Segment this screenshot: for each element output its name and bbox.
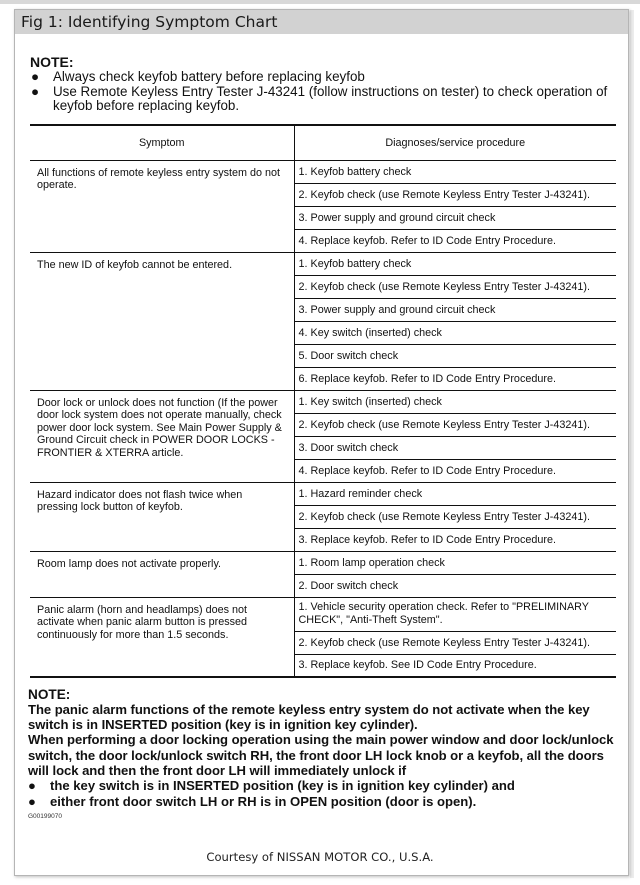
procedure-cell: 1. Keyfob battery check (294, 252, 616, 275)
procedure-cell: 4. Replace keyfob. Refer to ID Code Entry Procedure. (294, 459, 616, 482)
top-note-bullet (30, 70, 620, 85)
table-row (30, 252, 616, 275)
procedure-cell: 3. Door switch check (294, 436, 616, 459)
bottom-note-bullet (28, 778, 620, 794)
procedure-cell: 2. Keyfob check (use Remote Keyless Entry Tester J-43241). (294, 275, 616, 298)
top-note-bullet (30, 85, 620, 114)
frame-shadow (630, 10, 634, 878)
bullet-icon: ● (28, 793, 36, 809)
procedure-cell: 1. Room lamp operation check (294, 551, 616, 574)
procedure-cell: 1. Key switch (inserted) check (294, 390, 616, 413)
procedure-cell: 1. Vehicle security operation check. Refer to "PRELIMINARY CHECK", "Anti-Theft System". (294, 597, 616, 631)
procedure-cell: 3. Power supply and ground circuit check (294, 206, 616, 229)
procedure-cell: 2. Keyfob check (use Remote Keyless Entry Tester J-43241). (294, 505, 616, 528)
figure-title: Fig 1: Identifying Symptom Chart (15, 10, 628, 34)
top-note-text: Always check keyfob battery before replacing keyfob (53, 69, 365, 84)
procedure-cell: 2. Keyfob check (use Remote Keyless Entry Tester J-43241). (294, 631, 616, 654)
table-row (30, 482, 616, 505)
procedure-cell: 3. Power supply and ground circuit check (294, 298, 616, 321)
procedure-cell: 4. Key switch (inserted) check (294, 321, 616, 344)
symptom-chart-table (30, 124, 616, 678)
procedure-cell: 1. Hazard reminder check (294, 482, 616, 505)
procedure-cell: 3. Replace keyfob. Refer to ID Code Entry Procedure. (294, 528, 616, 551)
table-row (30, 160, 616, 183)
top-note-text: Use Remote Keyless Entry Tester J-43241 (follow instructions on tester) to check operation of keyfob before replacing keyfob. (53, 83, 608, 113)
procedure-cell: 2. Keyfob check (use Remote Keyless Entry Tester J-43241). (294, 183, 616, 206)
header-procedure: Diagnoses/service procedure (294, 125, 616, 160)
top-note (30, 54, 620, 114)
bottom-note (28, 687, 620, 809)
symptom-cell: All functions of remote keyless entry system do not operate. (30, 160, 294, 252)
procedure-cell: 1. Keyfob battery check (294, 160, 616, 183)
procedure-cell: 6. Replace keyfob. Refer to ID Code Entry Procedure. (294, 367, 616, 390)
header-symptom: Symptom (30, 125, 294, 160)
symptom-cell: Hazard indicator does not flash twice when pressing lock button of keyfob. (30, 482, 294, 551)
symptom-cell: Panic alarm (horn and headlamps) does not activate when panic alarm button is pressed continuously for more than 1.5 seconds. (30, 597, 294, 677)
procedure-cell: 2. Door switch check (294, 574, 616, 597)
bottom-note-paragraph: When performing a door locking operation using the main power window and door lock/unlock switch, the door lock/unlock switch RH, the front door LH lock knob or a keyfob, all the doors will lock and then the front door LH will immediately unlock if (28, 732, 614, 778)
table-row (30, 390, 616, 413)
bullet-icon: ● (28, 778, 36, 794)
symptom-cell: The new ID of keyfob cannot be entered. (30, 252, 294, 390)
procedure-cell: 5. Door switch check (294, 344, 616, 367)
symptom-cell: Room lamp does not activate properly. (30, 551, 294, 597)
bullet-icon: ● (31, 69, 40, 84)
procedure-cell: 3. Replace keyfob. See ID Code Entry Procedure. (298, 659, 537, 672)
procedure-cell: 2. Keyfob check (use Remote Keyless Entry Tester J-43241). (294, 413, 616, 436)
table-row (30, 551, 616, 574)
top-rule (0, 0, 640, 4)
bottom-note-bullet (28, 794, 620, 810)
bottom-note-bullet-text: the key switch is in INSERTED position (key is in ignition key cylinder) and (50, 778, 515, 794)
table-row (30, 597, 616, 631)
table-header-row (30, 125, 616, 160)
top-note-heading: NOTE: (30, 54, 74, 70)
procedure-cell: 4. Replace keyfob. Refer to ID Code Entry Procedure. (294, 229, 616, 252)
bullet-icon: ● (31, 83, 40, 99)
figure-code: G00199070 (28, 813, 62, 820)
bottom-note-paragraph: The panic alarm functions of the remote keyless entry system do not activate when the key switch is in INSERTED position (key is in ignition key cylinder). (28, 702, 590, 733)
bottom-note-heading: NOTE: (28, 687, 71, 702)
bottom-note-bullet-text: either front door switch LH or RH is in OPEN position (door is open). (50, 793, 477, 809)
courtesy-credit: Courtesy of NISSAN MOTOR CO., U.S.A. (206, 850, 434, 864)
symptom-cell: Door lock or unlock does not function (If the power door lock system does not operate manually, check power door lock system. See Main Power Supply & Ground Circuit check in POWER DOOR LOCKS - FRONTIER & XTERRA article. (30, 390, 294, 482)
